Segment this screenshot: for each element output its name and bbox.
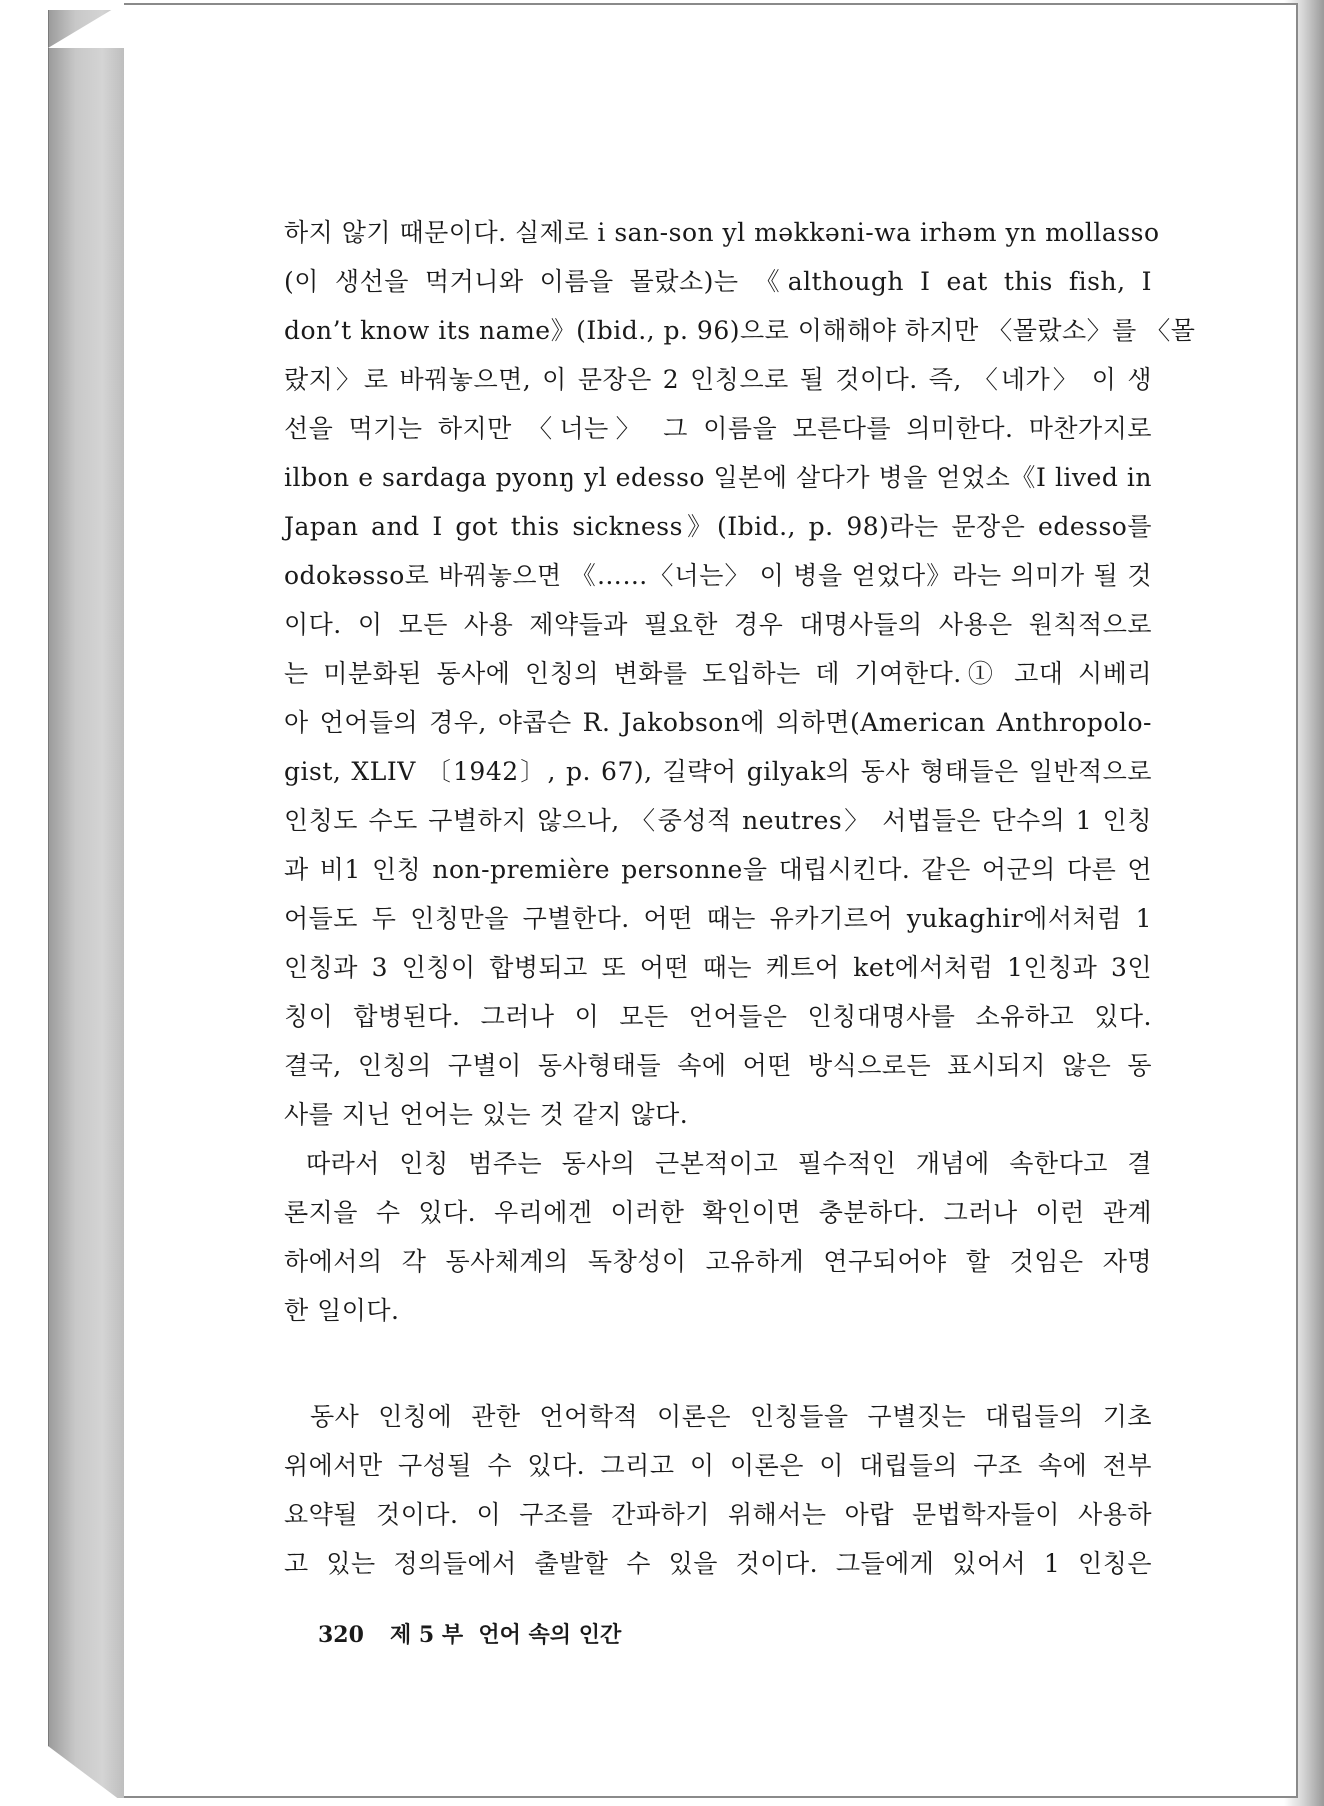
text-line: 어들도 두 인칭만을 구별한다. 어떤 때는 유카기르어 yukaghir에서처럼 1 <box>284 904 1152 933</box>
text-line: 아 언어들의 경우, 야콥슨 R. Jakobson에 의하면(American Anthropolo- <box>284 708 1152 737</box>
text-line: 는 미분화된 동사에 인칭의 변화를 도입하는 데 기여한다.① 고대 시베리 <box>284 659 1152 688</box>
text-line: 선을 먹기는 하지만 〈너는〉 그 이름을 모른다를 의미한다. 마찬가지로 <box>284 414 1152 443</box>
page-number: 320 <box>318 1622 364 1648</box>
page-body <box>284 208 1196 1588</box>
text-line: gist, XLIV 〔1942〕, p. 67), 길략어 gilyak의 동사 형태들은 일반적으로 <box>284 757 1152 786</box>
text-line: 위에서만 구성될 수 있다. 그리고 이 이론은 이 대립들의 구조 속에 전부 <box>284 1451 1152 1480</box>
text-line: 고 있는 정의들에서 출발할 수 있을 것이다. 그들에게 있어서 1 인칭은 <box>284 1549 1152 1578</box>
section-title: 제 5 부 언어 속의 인간 <box>389 1622 622 1648</box>
text-line: 인칭도 수도 구별하지 않으나, 〈중성적 neutres〉 서법들은 단수의 1 인칭 <box>284 806 1152 835</box>
paragraph-3 <box>284 1392 1152 1588</box>
text-line: 따라서 인칭 범주는 동사의 근본적이고 필수적인 개념에 속한다고 결 <box>306 1149 1152 1178</box>
text-line: 한 일이다. <box>284 1296 400 1325</box>
page-footer <box>318 1618 621 1649</box>
text-line: 이다. 이 모든 사용 제약들과 필요한 경우 대명사들의 사용은 원칙적으로 <box>284 610 1152 639</box>
text-line: (이 생선을 먹거니와 이름을 몰랐소)는 《although I eat this fish, I <box>284 267 1152 296</box>
text-line: 칭이 합병된다. 그러나 이 모든 언어들은 인칭대명사를 소유하고 있다. <box>284 1002 1152 1031</box>
text-line: 하지 않기 때문이다. 실제로 i san-son yl məkkəni-wa irhəm yn mollasso <box>284 218 1160 247</box>
text-line: 과 비1 인칭 non-première personne을 대립시킨다. 같은 어군의 다른 언 <box>284 855 1152 884</box>
text-line: 인칭과 3 인칭이 합병되고 또 어떤 때는 케트어 ket에서처럼 1인칭과 3인 <box>284 953 1152 982</box>
text-line: 하에서의 각 동사체계의 독창성이 고유하게 연구되어야 할 것임은 자명 <box>284 1247 1152 1276</box>
text-line: 랐지〉로 바꿔놓으면, 이 문장은 2 인칭으로 될 것이다. 즉, 〈네가〉 이 생 <box>284 365 1152 394</box>
text-line: Japan and I got this sickness》(Ibid., p. 98)라는 문장은 edesso를 <box>284 512 1152 541</box>
text-line: 사를 지닌 언어는 있는 것 같지 않다. <box>284 1100 689 1129</box>
text-line: 요약될 것이다. 이 구조를 간파하기 위해서는 아랍 문법학자들이 사용하 <box>284 1500 1152 1529</box>
paragraph-2 <box>284 1139 1152 1335</box>
paragraph-gap <box>284 1335 1152 1392</box>
text-line: 동사 인칭에 관한 언어학적 이론은 인칭들을 구별짓는 대립들의 기초 <box>310 1402 1152 1431</box>
paragraph-1 <box>284 208 1196 1139</box>
text-line: odokəsso로 바꿔놓으면 《……〈너는〉 이 병을 얻었다》라는 의미가 될 것 <box>284 561 1152 590</box>
book-spine <box>48 10 125 1798</box>
text-line: 론지을 수 있다. 우리에겐 이러한 확인이면 충분하다. 그러나 이런 관계 <box>284 1198 1152 1227</box>
page-right-edge <box>1296 3 1298 1798</box>
text-line: ilbon e sardaga pyonŋ yl edesso 일본에 살다가 병을 얻었소《I lived in <box>284 463 1152 492</box>
text-line: 결국, 인칭의 구별이 동사형태들 속에 어떤 방식으로든 표시되지 않은 동 <box>284 1051 1152 1080</box>
text-line: don’t know its name》(Ibid., p. 96)으로 이해해야 하지만 〈몰랐소〉를 〈몰 <box>284 316 1196 345</box>
